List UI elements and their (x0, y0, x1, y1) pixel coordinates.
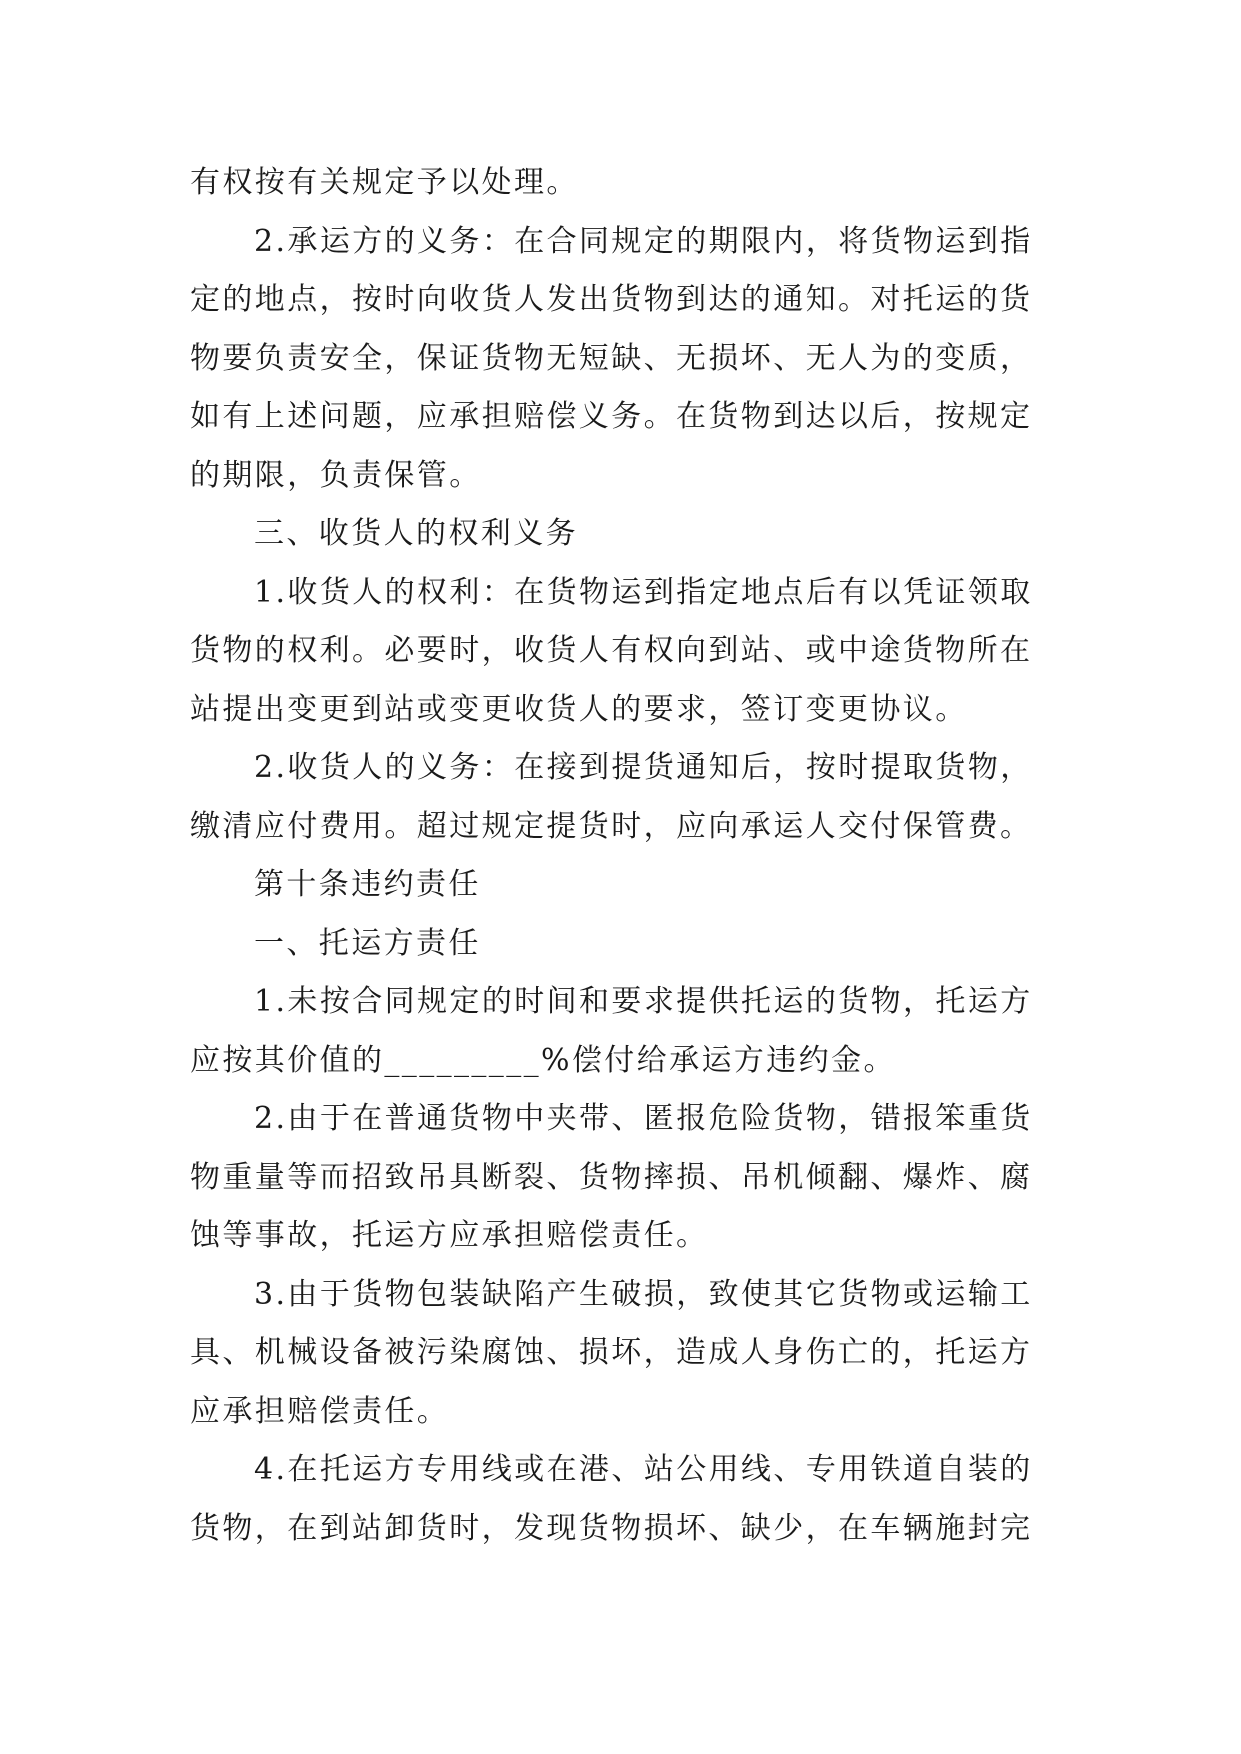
text-line: 如有上述问题，应承担赔偿义务。在货物到达以后，按规定 (190, 399, 1033, 434)
text-line: 一、托运方责任 (254, 925, 481, 961)
text-line: 三、收货人的权利义务 (254, 516, 578, 551)
text-line: 具、机械设备被污染腐蚀、损坏，造成人身伤亡的，托运方 (190, 1335, 1033, 1370)
text-line: 3.由于货物包装缺陷产生破损，致使其它货物或运输工 (254, 1276, 1033, 1312)
text-line: 2.由于在普通货物中夹带、匿报危险货物，错报笨重货 (254, 1101, 1033, 1136)
document-body (190, 154, 1070, 1558)
text-line: 1.未按合同规定的时间和要求提供托运的货物，托运方 (254, 984, 1033, 1019)
text-line: 1.收货人的权利：在货物运到指定地点后有以凭证领取 (254, 574, 1033, 610)
text-line: 物要负责安全，保证货物无短缺、无损坏、无人为的变质， (190, 340, 1033, 376)
text-line: 有权按有关规定予以处理。 (190, 165, 579, 200)
text-line: 应承担赔偿责任。 (190, 1393, 450, 1429)
text-line: 定的地点，按时向收货人发出货物到达的通知。对托运的货 (190, 282, 1033, 317)
text-line: 2.承运方的义务：在合同规定的期限内，将货物运到指 (254, 223, 1033, 259)
text-line: 蚀等事故，托运方应承担赔偿责任。 (190, 1218, 709, 1253)
text-line: 站提出变更到站或变更收货人的要求，签订变更协议。 (190, 691, 968, 727)
text-line: 货物的权利。必要时，收货人有权向到站、或中途货物所在 (190, 633, 1033, 668)
text-line: 缴清应付费用。超过规定提货时，应向承运人交付保管费。 (190, 808, 1033, 844)
text-line: 物重量等而招致吊具断裂、货物摔损、吊机倾翻、爆炸、腐 (190, 1159, 1033, 1195)
text-line: 的期限，负责保管。 (190, 457, 482, 493)
text-line: 第十条违约责任 (254, 867, 481, 902)
text-line: 4.在托运方专用线或在港、站公用线、专用铁道自装的 (254, 1452, 1033, 1487)
text-line: 2.收货人的义务：在接到提货通知后，按时提取货物， (254, 750, 1033, 785)
text-line: 应按其价值的_________%偿付给承运方违约金。 (190, 1042, 896, 1078)
text-line: 货物，在到站卸货时，发现货物损坏、缺少，在车辆施封完 (190, 1510, 1033, 1546)
